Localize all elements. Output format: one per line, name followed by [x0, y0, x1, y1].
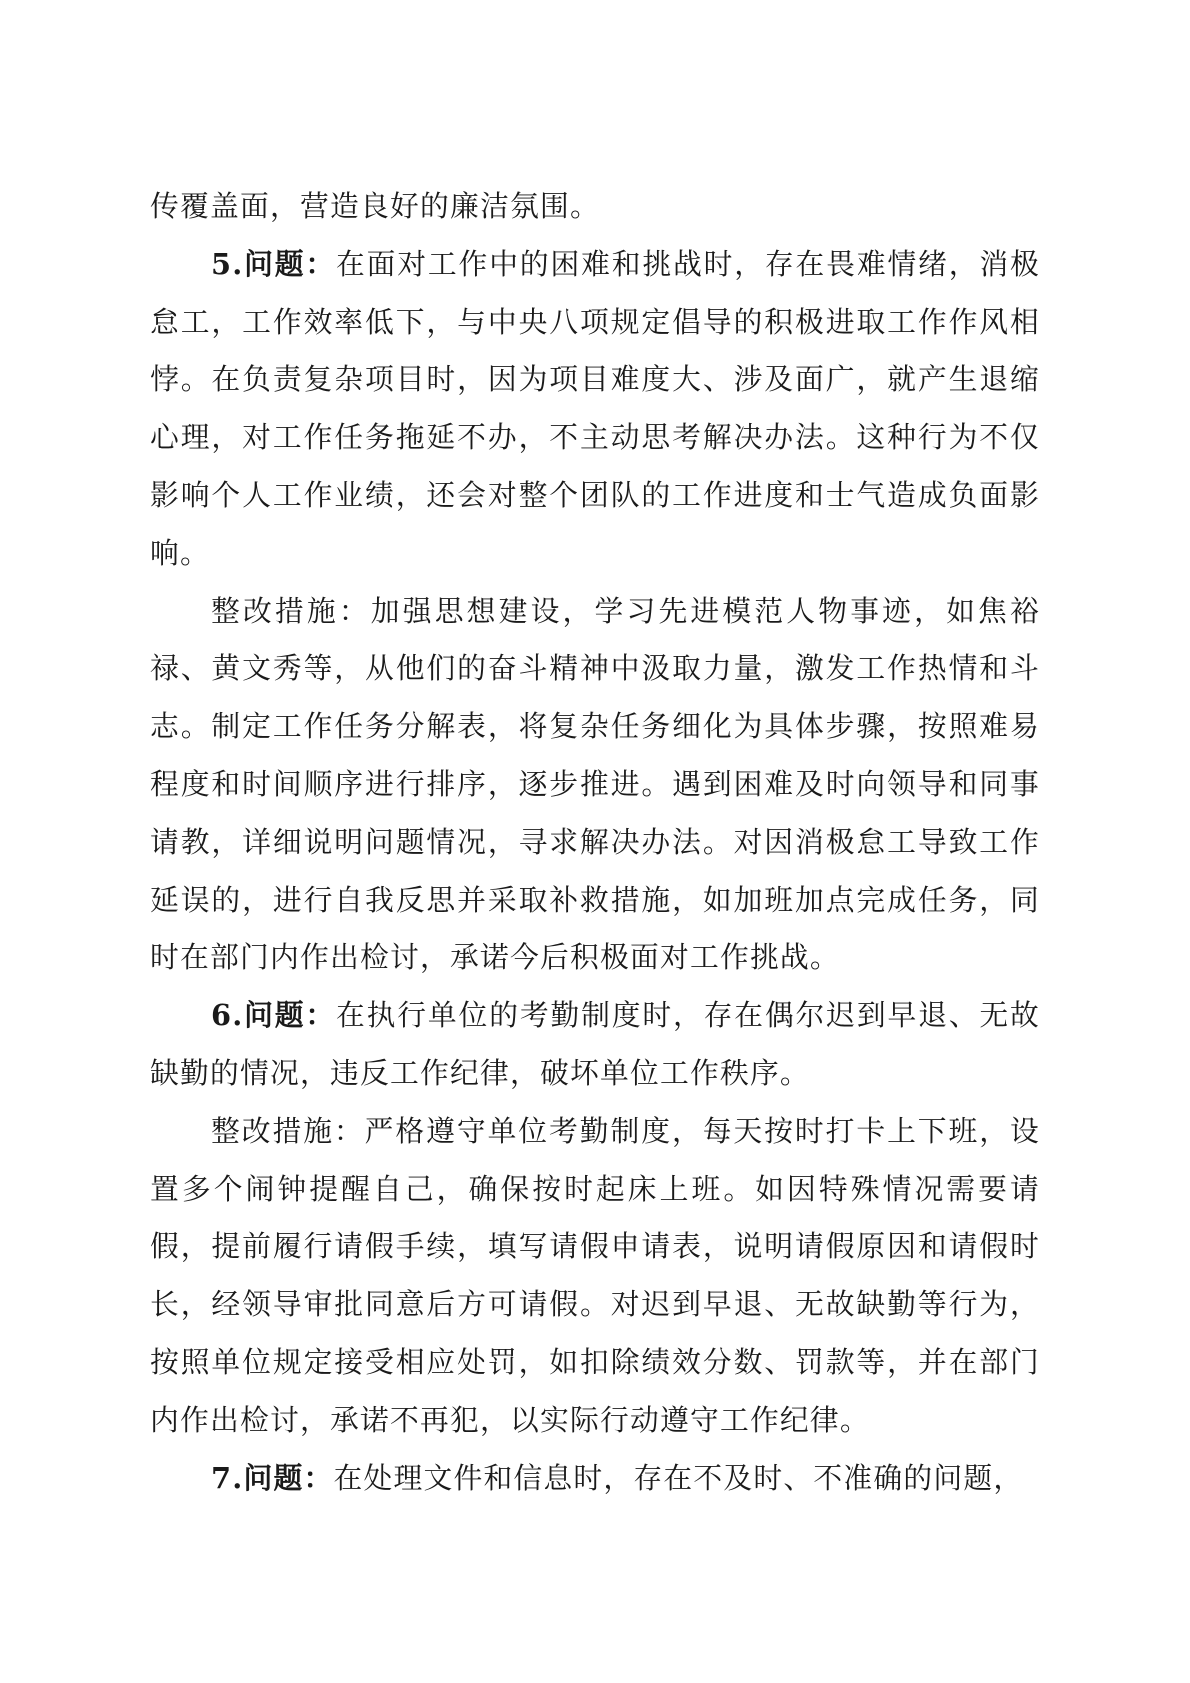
paragraph-text: 传覆盖面，营造良好的廉洁氛围。	[150, 189, 600, 223]
paragraph-rectification-5	[150, 583, 1040, 988]
paragraph-problem-7	[150, 1450, 1040, 1508]
paragraph-rectification-6	[150, 1103, 1040, 1450]
paragraph-text: 整改措施：加强思想建设，学习先进模范人物事迹，如焦裕禄、黄文秀等，从他们的奋斗精神中汲取力量，激发工作热情和斗志。制定工作任务分解表，将复杂任务细化为具体步骤，按照难易程度和时间顺序进行排序，逐步推进。遇到困难及时向领导和同事请教，详细说明问题情况，寻求解决办法。对因消极怠工导致工作延误的，进行自我反思并采取补救措施，如加班加点完成任务，同时在部门内作出检讨，承诺今后积极面对工作挑战。	[150, 593, 1040, 975]
problem-heading: 7.问题：	[211, 1460, 334, 1495]
document-body	[150, 178, 1040, 1507]
problem-heading: 5.问题：	[211, 246, 337, 281]
paragraph-continuation	[150, 178, 1040, 236]
paragraph-text: 在处理文件和信息时，存在不及时、不准确的问题，	[333, 1460, 1024, 1495]
paragraph-problem-6	[150, 987, 1040, 1103]
paragraph-problem-5	[150, 236, 1040, 583]
paragraph-text: 在执行单位的考勤制度时，存在偶尔迟到早退、无故缺勤的情况，违反工作纪律，破坏单位工作秩序。	[150, 998, 1040, 1090]
paragraph-text: 整改措施：严格遵守单位考勤制度，每天按时打卡上下班，设置多个闹钟提醒自己，确保按时起床上班。如因特殊情况需要请假，提前履行请假手续，填写请假申请表，说明请假原因和请假时长，经领导审批同意后方可请假。对迟到早退、无故缺勤等行为，按照单位规定接受相应处罚，如扣除绩效分数、罚款等，并在部门内作出检讨，承诺不再犯，以实际行动遵守工作纪律。	[150, 1113, 1040, 1437]
paragraph-text: 在面对工作中的困难和挑战时，存在畏难情绪，消极怠工，工作效率低下，与中央八项规定倡导的积极进取工作作风相悖。在负责复杂项目时，因为项目难度大、涉及面广，就产生退缩心理，对工作任务拖延不办，不主动思考解决办法。这种行为不仅影响个人工作业绩，还会对整个团队的工作进度和士气造成负面影响。	[150, 246, 1040, 570]
problem-heading: 6.问题：	[211, 998, 337, 1033]
